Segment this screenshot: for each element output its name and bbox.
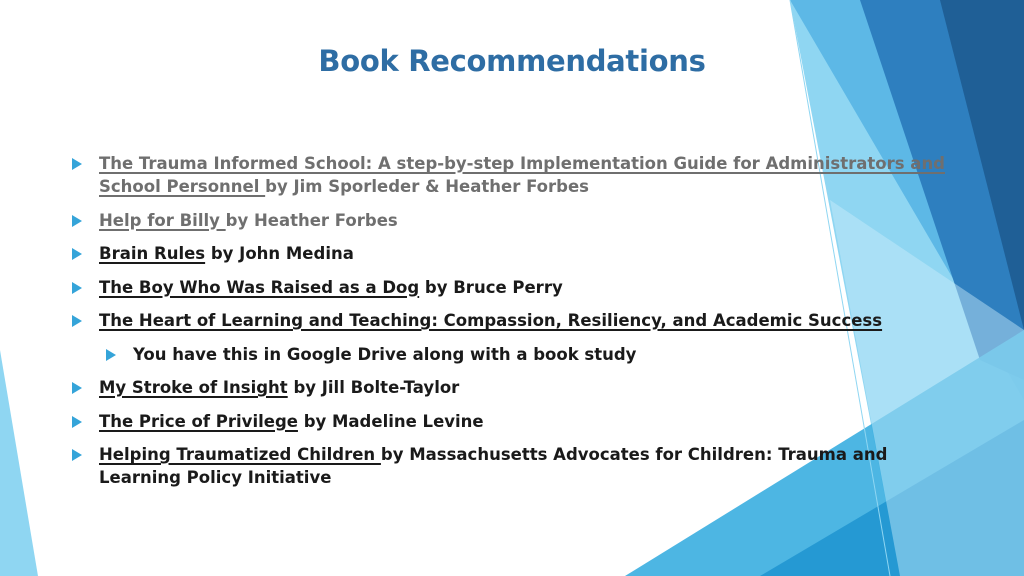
book-author: by Jim Sporleder & Heather Forbes [265, 177, 589, 196]
book-author: by Massachusetts Advocates for Children: Trauma and Learning Policy Initiative [99, 445, 888, 487]
sub-item-text: You have this in Google Drive along with a book study [133, 344, 637, 364]
book-link[interactable]: My Stroke of Insight [99, 378, 288, 397]
bullet-arrow-icon [72, 315, 82, 327]
list-item [70, 276, 950, 299]
bullet-arrow-icon [72, 449, 82, 461]
book-link[interactable]: Help for Billy [99, 210, 226, 230]
bullet-arrow-icon [72, 282, 82, 294]
list-item [70, 242, 950, 265]
facet-left [0, 350, 38, 576]
list-item [70, 309, 950, 332]
sub-list-item [104, 343, 950, 366]
book-link[interactable]: The Price of Privilege [99, 411, 298, 431]
bullet-arrow-icon [72, 416, 82, 428]
book-link[interactable]: The Boy Who Was Raised as a Dog [99, 277, 420, 297]
book-author: by Jill Bolte-Taylor [287, 378, 460, 397]
book-author: by John Medina [205, 244, 354, 263]
book-author: by Bruce Perry [419, 277, 563, 297]
book-link[interactable]: Brain Rules [99, 244, 206, 263]
book-link[interactable]: The Trauma Informed School: A step-by-step Implementation Guide for Administrators and School Personnel [99, 154, 945, 196]
bullet-arrow-icon [72, 158, 82, 170]
bullet-arrow-icon [72, 215, 82, 227]
slide-title: Book Recommendations [318, 44, 706, 78]
book-link[interactable]: Helping Traumatized Children [99, 445, 381, 464]
book-link[interactable]: The Heart of Learning and Teaching: Compassion, Resiliency, and Academic Success [99, 311, 883, 330]
list-item [70, 410, 950, 433]
bullet-arrow-icon [72, 248, 82, 260]
book-author: by Madeline Levine [297, 411, 484, 431]
list-item [70, 152, 950, 198]
list-item [70, 376, 950, 399]
bullet-arrow-icon [72, 382, 82, 394]
book-author: by Heather Forbes [225, 210, 398, 230]
list-item [70, 209, 950, 232]
bullet-arrow-icon [106, 349, 116, 361]
list-item [70, 443, 950, 489]
book-list [70, 152, 950, 500]
